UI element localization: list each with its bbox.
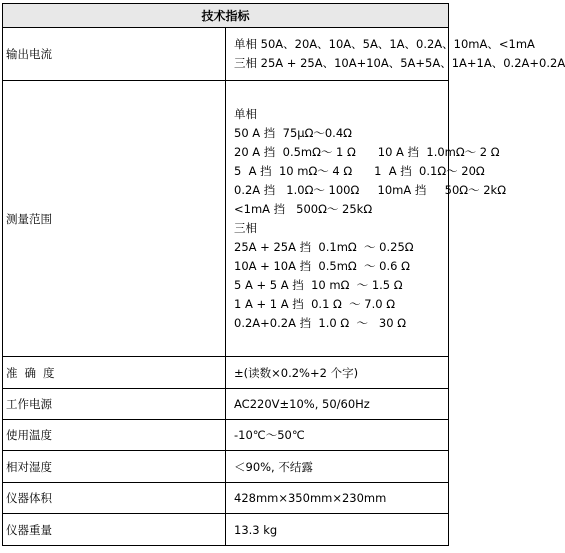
row-dimensions [3,483,449,514]
row-humidity [3,451,449,483]
measure-range-line: 20 A 挡 0.5mΩ～ 1 Ω 10 A 挡 1.0mΩ～ 2 Ω [234,144,500,159]
accuracy-value: ±(读数×0.2%+2 个字) [226,357,449,389]
row-weight [3,514,449,546]
table-title: 技术指标 [3,4,449,28]
measure-range-line: 10A + 10A 挡 0.5mΩ ～ 0.6 Ω [234,258,410,273]
measure-range-line: 1 A + 1 A 挡 0.1 Ω ～ 7.0 Ω [234,296,396,311]
row-measure-range [3,81,449,357]
humidity-label: 相对湿度 [3,451,226,483]
dimensions-value: 428mm×350mm×230mm [226,483,449,514]
measure-range-line: 0.2A 挡 1.0Ω～ 100Ω 10mA 挡 50Ω～ 2kΩ [234,182,507,197]
temperature-label: 使用温度 [3,420,226,451]
power-label: 工作电源 [3,389,226,420]
measure-range-value [226,81,507,357]
measure-range-line: 5 A 挡 10 mΩ～ 4 Ω 1 A 挡 0.1Ω～ 20Ω [234,163,485,178]
header-row [3,4,449,28]
output-current-line: 单相 50A、20A、10A、5A、1A、0.2A、10mA、<1mA [234,37,535,51]
dimensions-label: 仪器体积 [3,483,226,514]
output-current-label: 输出电流 [3,28,226,81]
spec-table [2,3,565,546]
row-temperature [3,420,449,451]
measure-range-line: 50 A 挡 75μΩ～0.4Ω [234,125,352,140]
measure-range-label: 测量范围 [3,81,226,357]
measure-range-line: 单相 [234,106,257,121]
output-current-value [226,28,565,81]
weight-label: 仪器重量 [3,514,226,546]
row-power [3,389,449,420]
measure-range-line: 5 A + 5 A 挡 10 mΩ ～ 1.5 Ω [234,277,403,292]
humidity-value: ＜90%, 不结露 [226,451,449,483]
temperature-value: -10℃～50℃ [226,420,449,451]
row-accuracy [3,357,449,389]
output-current-line: 三相 25A + 25A、10A+10A、5A+5A、1A+1A、0.2A+0.2A [234,56,565,70]
measure-range-line: 25A + 25A 挡 0.1mΩ ～ 0.25Ω [234,239,414,254]
measure-range-line: 三相 [234,220,257,235]
weight-value: 13.3 kg [226,514,449,546]
row-output-current [3,28,449,81]
power-value: AC220V±10%, 50/60Hz [226,389,449,420]
measure-range-line: <1mA 挡 500Ω～ 25kΩ [234,201,373,216]
measure-range-line: 0.2A+0.2A 挡 1.0 Ω ～ 30 Ω [234,315,406,330]
accuracy-label: 准确度 [3,357,226,389]
